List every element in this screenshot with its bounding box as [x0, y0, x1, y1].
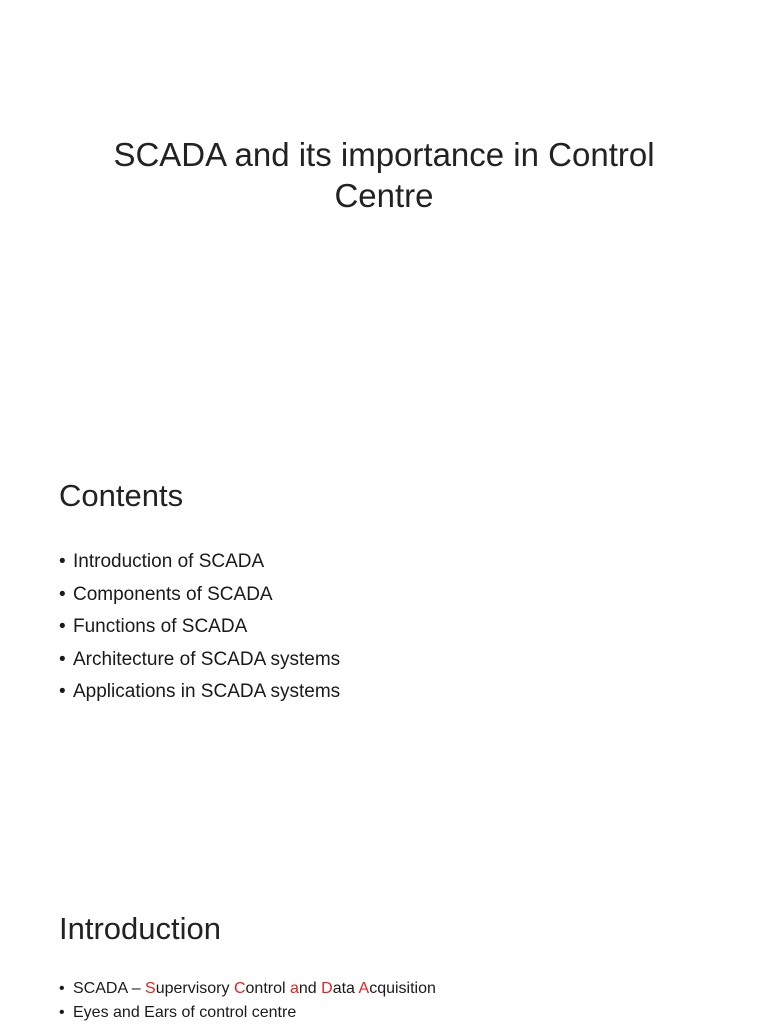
list-item — [59, 977, 436, 1001]
word-rest-data: ata — [332, 980, 359, 997]
scada-definition — [73, 980, 436, 997]
acronym-letter-a: a — [289, 980, 299, 997]
word-rest-acquisition: cquisition — [369, 980, 436, 997]
acronym-letter-c: C — [233, 980, 246, 997]
list-item — [59, 1001, 436, 1025]
bullet-icon: • — [59, 648, 66, 670]
list-item-label: Eyes and Ears of control centre — [73, 1004, 297, 1021]
contents-heading: Contents — [59, 478, 184, 513]
contents-slide — [0, 420, 768, 850]
list-item — [59, 676, 340, 709]
acronym-letter-d: D — [321, 980, 333, 997]
list-item-label: Applications in SCADA systems — [73, 681, 341, 702]
bullet-icon: • — [59, 681, 66, 702]
slide-title-line-1: SCADA and its importance in Control — [113, 136, 655, 173]
bullet-icon: • — [59, 616, 66, 637]
list-item-label: Introduction of SCADA — [73, 551, 265, 572]
list-item — [59, 611, 340, 644]
title-slide — [0, 0, 768, 420]
list-item — [59, 546, 340, 579]
introduction-slide — [0, 850, 768, 1024]
word-rest-and: nd — [298, 980, 322, 997]
word-rest-control: ontrol — [245, 980, 290, 997]
bullet-icon: • — [59, 980, 65, 997]
list-item — [59, 644, 340, 677]
slide-title-line-2: Centre — [334, 177, 434, 214]
acronym-letter-aq: A — [358, 980, 370, 997]
acronym-letter-s: S — [145, 980, 156, 997]
acronym-prefix: SCADA – — [73, 980, 146, 997]
bullet-icon: • — [59, 1004, 65, 1021]
list-item-label: Functions of SCADA — [73, 616, 248, 637]
introduction-heading: Introduction — [59, 911, 221, 946]
bullet-icon: • — [59, 583, 66, 605]
word-rest-supervisory: upervisory — [155, 980, 234, 997]
list-item-label: Components of SCADA — [73, 583, 273, 605]
bullet-icon: • — [59, 551, 66, 572]
slide-title — [0, 134, 768, 216]
contents-list — [59, 546, 340, 709]
introduction-list — [59, 977, 436, 1025]
list-item-label: Architecture of SCADA systems — [73, 648, 341, 670]
list-item — [59, 579, 340, 612]
